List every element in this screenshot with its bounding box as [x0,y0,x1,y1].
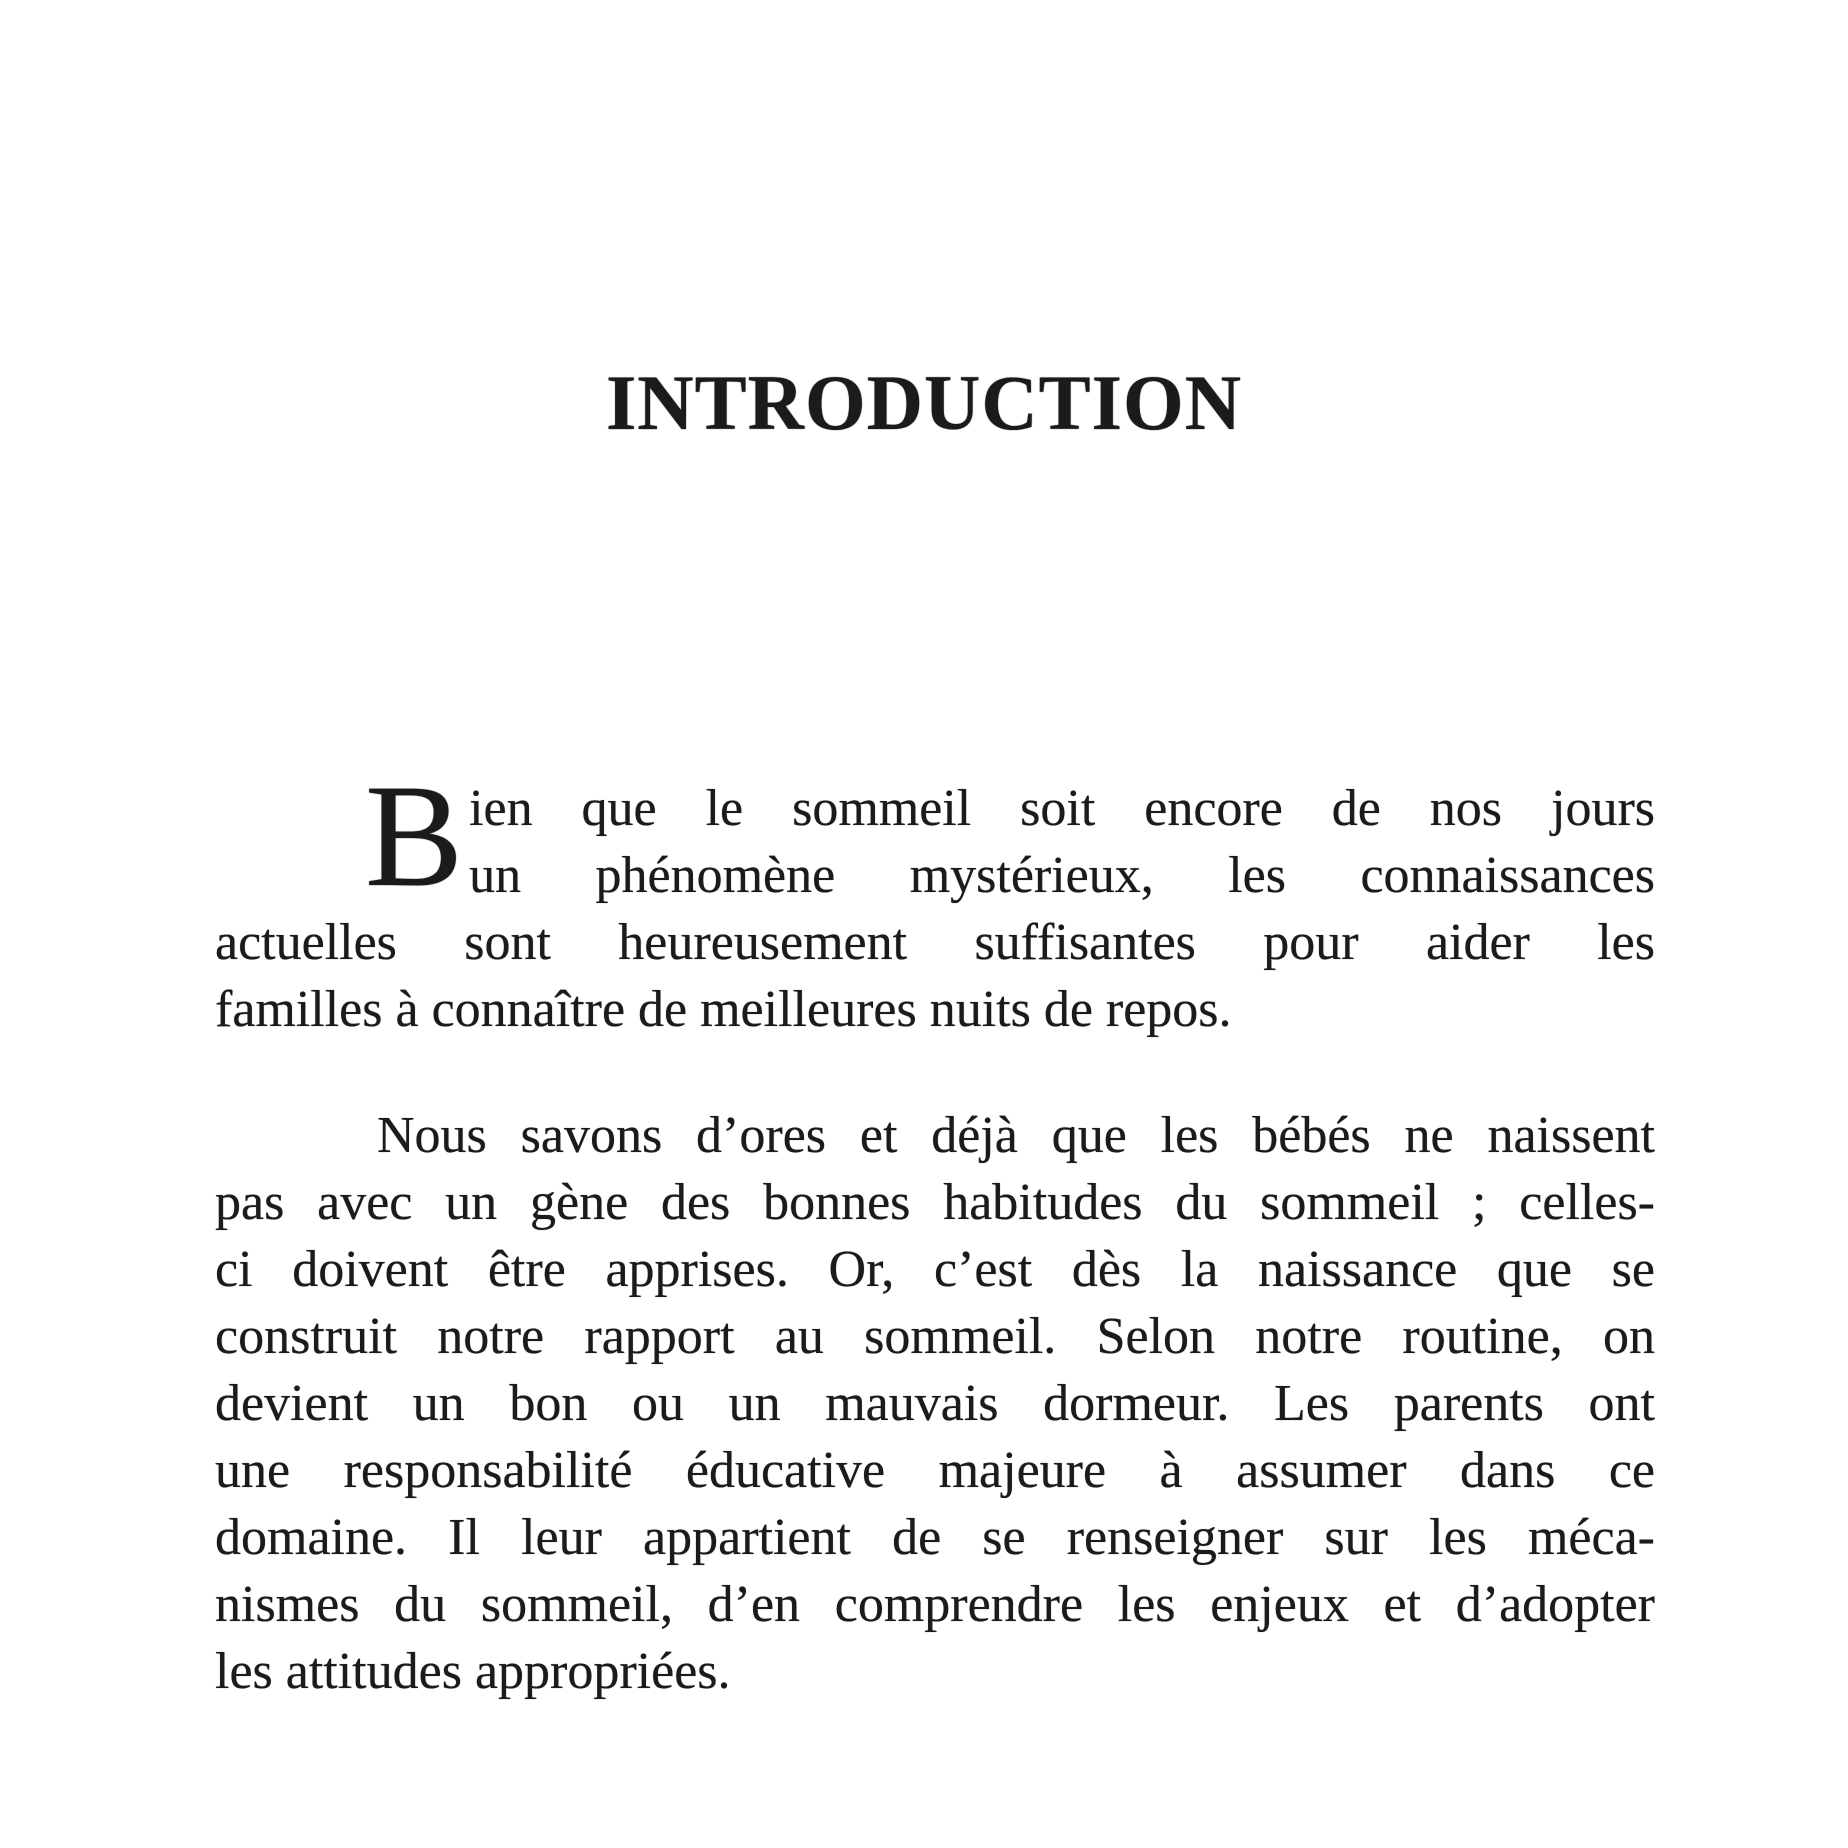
text-line: devient un bon ou un mauvais dormeur. Les parents ont [215,1375,1655,1432]
text-line: actuelles sont heureusement suffisantes pour aider les [215,914,1655,971]
text-line: construit notre rapport au sommeil. Selon notre routine, on [215,1308,1655,1365]
text-line: ci doivent être apprises. Or, c’est dès la naissance que se [215,1241,1655,1298]
text-block [215,754,1655,1705]
text-line: familles à connaître de meilleures nuits de repos. [215,981,1232,1038]
text-line: une responsabilité éducative majeure à assumer dans ce [215,1442,1655,1499]
text-line: Nous savons d’ores et déjà que les bébés ne naissent [377,1107,1655,1164]
text-line: pas avec un gène des bonnes habitudes du sommeil ; celles- [215,1174,1655,1231]
text-line: nismes du sommeil, d’en comprendre les enjeux et d’adopter [215,1576,1655,1633]
text-line: les attitudes appropriées. [215,1643,731,1700]
drop-cap: B [365,754,464,917]
paragraph-2 [215,1102,1655,1705]
text-line: un phénomène mystérieux, les connaissances [469,847,1655,904]
paragraph-1 [215,754,1655,1043]
chapter-title: INTRODUCTION [605,359,1243,446]
text-line: domaine. Il leur appartient de se renseigner sur les méca- [215,1509,1655,1566]
text-line: ien que le sommeil soit encore de nos jours [469,780,1655,837]
